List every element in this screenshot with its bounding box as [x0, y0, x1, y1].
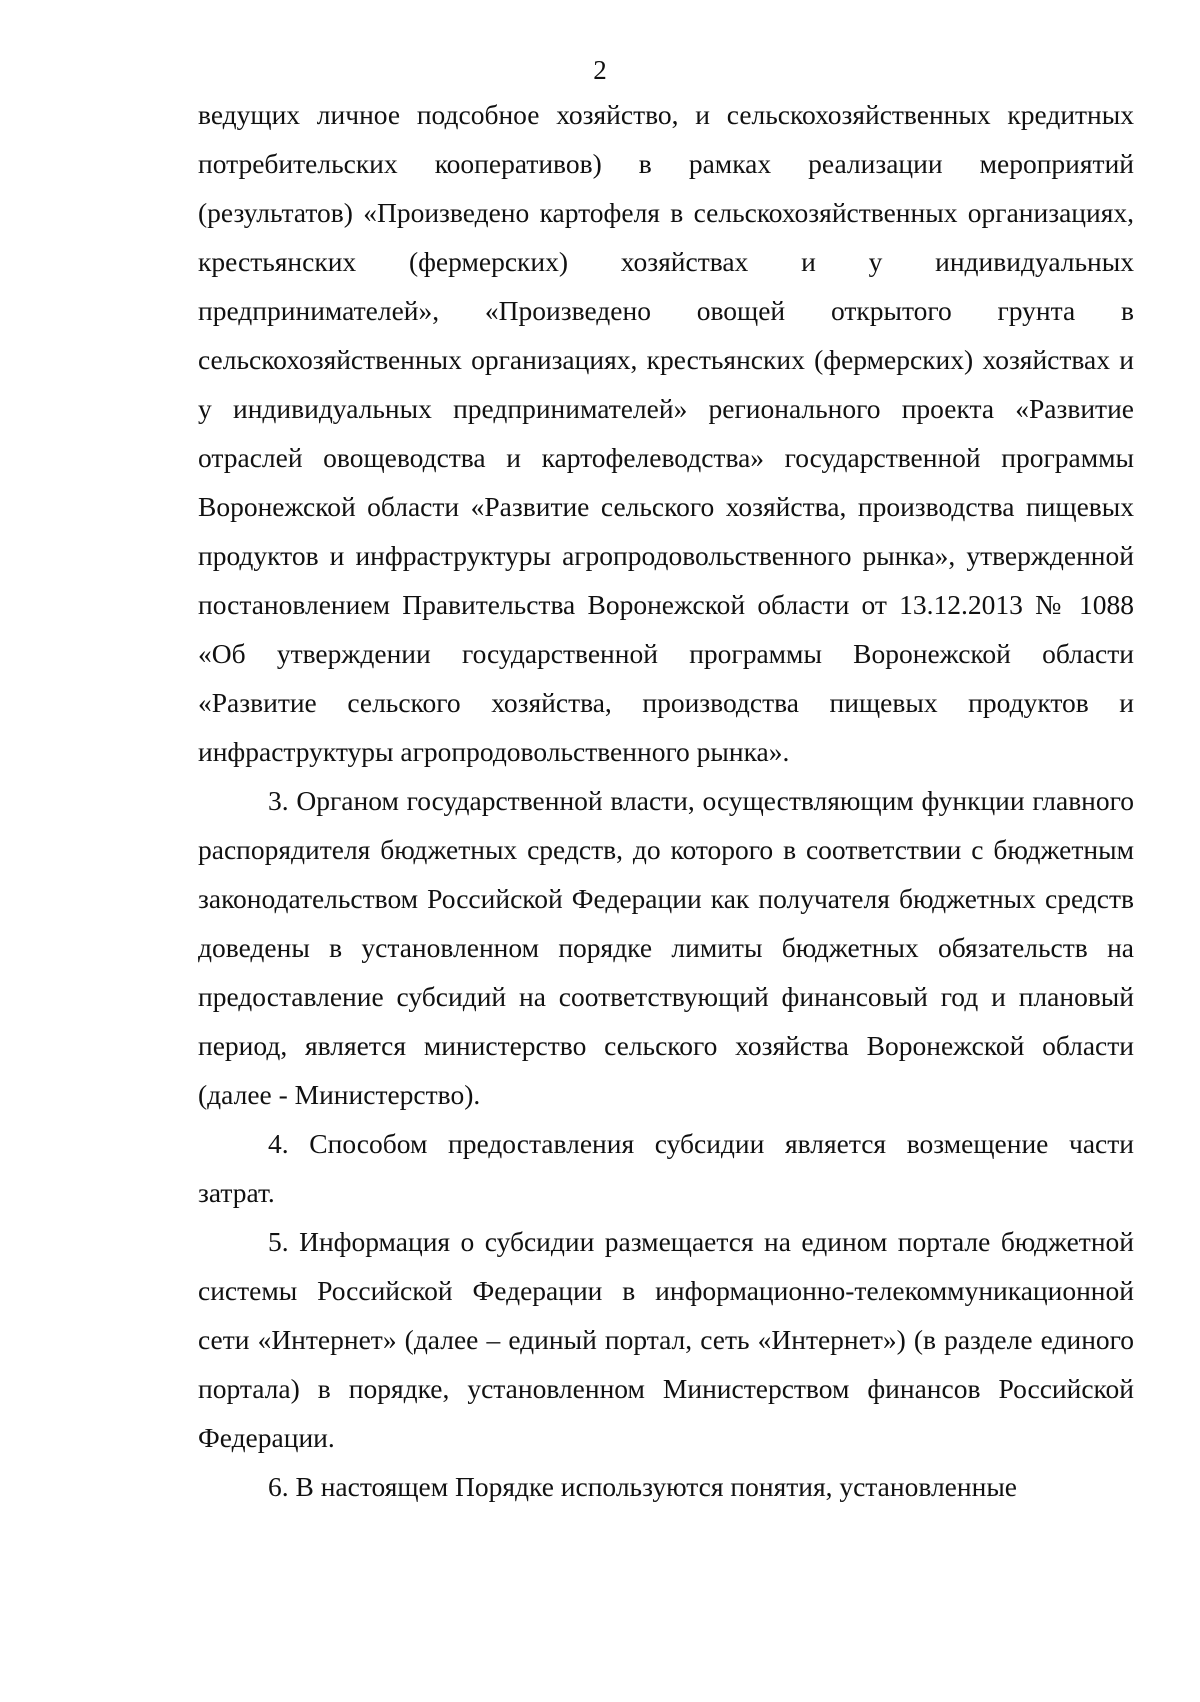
paragraph-5: 5. Информация о субсидии размещается на едином портале бюджетной системы Российской Федерации в информационно-телекоммуникационной сети «Интернет» (далее – единый портал, сеть «Интернет») (в разделе единого портала) в порядке, установленном Министерством финансов Российской Федерации.: [198, 1226, 1134, 1453]
paragraph-6: 6. В настоящем Порядке используются понятия, установленные: [268, 1471, 1017, 1502]
document-body: [198, 90, 1134, 1511]
paragraph-4: 4. Способом предоставления субсидии является возмещение части затрат.: [198, 1128, 1134, 1208]
page-number: 2: [593, 55, 607, 85]
paragraph-3: 3. Органом государственной власти, осуществляющим функции главного распорядителя бюджетных средств, до которого в соответствии с бюджетным законодательством Российской Федерации как получателя бюджетных средств доведены в установленном порядке лимиты бюджетных обязательств на предоставление субсидий на соответствующий финансовый год и плановый период, является министерство сельского хозяйства Воронежской области (далее - Министерство).: [198, 785, 1134, 1110]
paragraph-continuation: ведущих личное подсобное хозяйство, и сельскохозяйственных кредитных потребительских кооперативов) в рамках реализации мероприятий (результатов) «Произведено картофеля в сельскохозяйственных организациях, крестьянских (фермерских) хозяйствах и у индивидуальных предпринимателей», «Произведено овощей открытого грунта в сельскохозяйственных организациях, крестьянских (фермерских) хозяйствах и у индивидуальных предпринимателей» регионального проекта «Развитие отраслей овощеводства и картофелеводства» государственной программы Воронежской области «Развитие сельского хозяйства, производства пищевых продуктов и инфраструктуры агропродовольственного рынка», утвержденной постановлением Правительства Воронежской области от 13.12.2013 № 1088 «Об утверждении государственной программы Воронежской области «Развитие сельского хозяйства, производства пищевых продуктов и инфраструктуры агропродовольственного рынка».: [198, 99, 1134, 767]
